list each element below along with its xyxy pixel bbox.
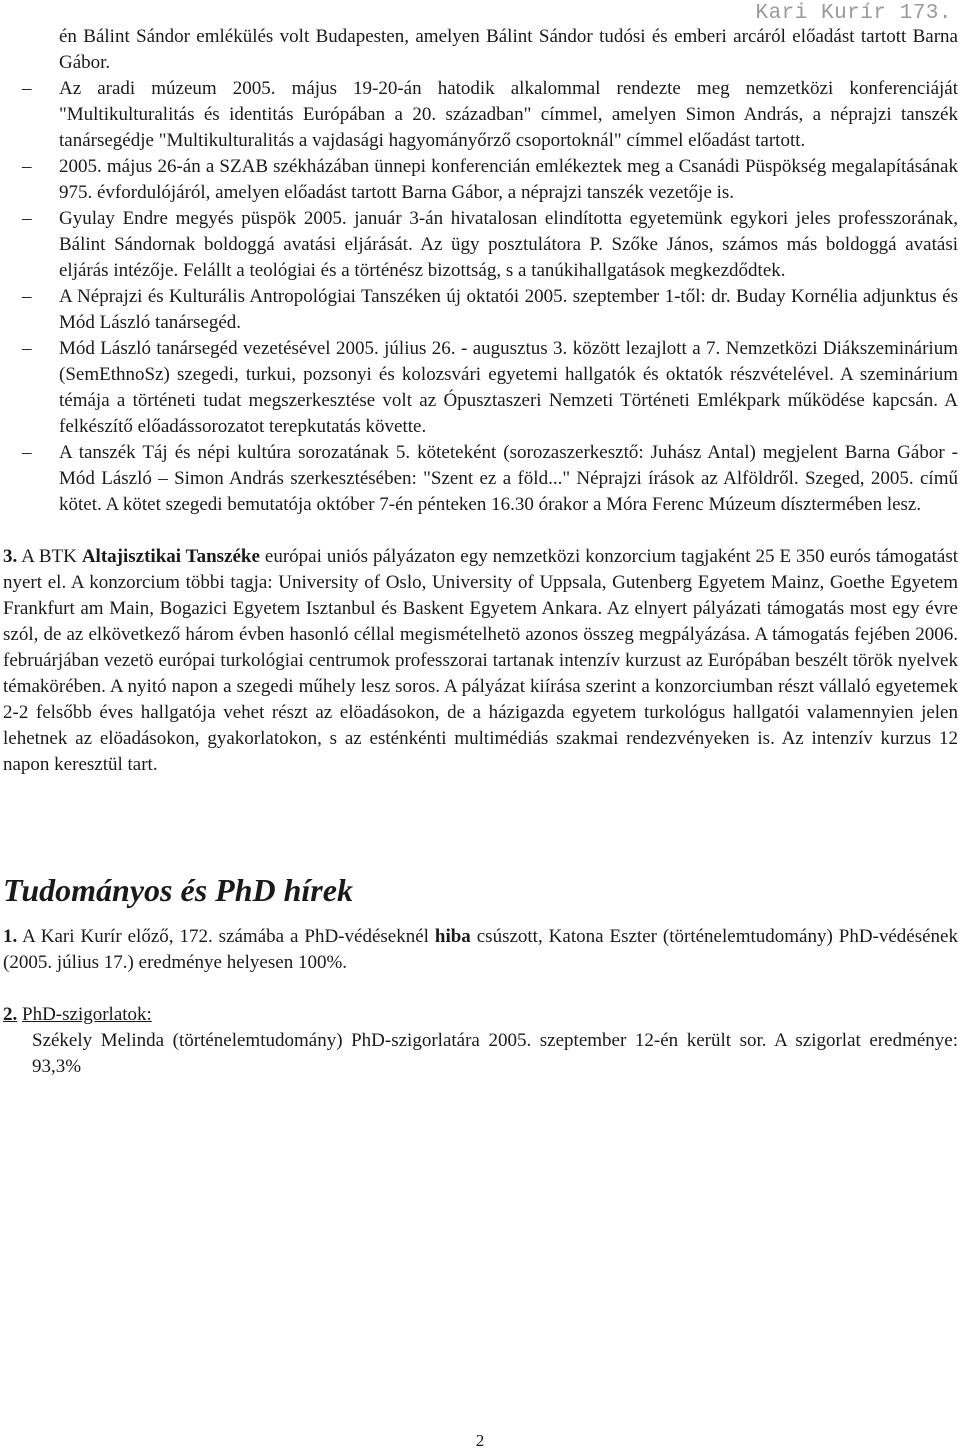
dash-marker: – (22, 442, 32, 463)
dash-marker: – (22, 208, 32, 229)
dash-marker: – (22, 78, 32, 99)
bullet-boldogga-avatas (0, 206, 958, 284)
bullet-text: Az aradi múzeum 2005. május 19-20-án hatodik alkalommal rendezte meg nemzetközi konferenciáját "Multikulturalitás és identitás Európában a 20. században" címmel, amelyen Simon András, a néprajzi tanszék tanársegédje "Multikulturalitás a vajdasági hagyományőrző csoportoknál" címmel előadást tartott. (59, 78, 958, 151)
bullet-kotet-megjelenes (0, 440, 958, 518)
bullet-text: 2005. május 26-án a SZAB székházában ünnepi konferencián emlékeztek meg a Csanádi Püspökség megalapításának 975. évfordulójáról, amelyen előadást tartott Barna Gábor, a néprajzi tanszék vezetője is. (59, 156, 958, 203)
item-number: 2. (3, 1004, 18, 1025)
spacer (0, 518, 958, 544)
item-text-pre: A Kari Kurír előző, 172. számába a PhD-védéseknél (22, 926, 429, 947)
phd-szigorlatok-title: PhD-szigorlatok: (22, 1004, 152, 1025)
phd-item-2-text: Székely Melinda (történelemtudomány) PhD-szigorlatára 2005. szeptember 12-én került sor. A szigorlat eredménye: 93,3% (32, 1030, 958, 1077)
item-number: 1. (3, 926, 18, 947)
bullet-diakszeminarium (0, 336, 958, 440)
item-3-altajisztika (0, 544, 958, 778)
item-text-pre: A BTK (21, 546, 77, 567)
intro-fragment: én Bálint Sándor emlékülés volt Budapesten, amelyen Bálint Sándor tudósi és emberi arcáról előadást tartott Barna Gábor. (59, 26, 958, 73)
page-number: 2 (475, 1431, 485, 1450)
item-bold-text: Altajisztikai Tanszéke (81, 546, 260, 567)
bullet-text: A Néprajzi és Kulturális Antropológiai Tanszéken új oktatói 2005. szeptember 1-től: dr. Buday Kornélia adjunktus és Mód László tanársegéd. (59, 286, 958, 333)
spacer (0, 778, 958, 870)
dash-marker: – (22, 156, 32, 177)
item-bold-text: hiba (434, 926, 471, 947)
bullet-text: A tanszék Táj és népi kultúra sorozatának 5. köteteként (sorozaszerkesztő: Juhász Antal) megjelent Barna Gábor - Mód László – Simon András szerkesztésében: "Szent ez a föld..." Néprajzi írások az Alföldről. Szeged, 2005. című kötet. A kötet szegedi bemutatója október 7-én pénteken 16.30 órakor a Móra Ferenc Múzeum dísztermében lesz. (59, 442, 958, 515)
running-header: Kari Kurír 173. (755, 2, 952, 25)
dash-marker: – (22, 338, 32, 359)
phd-item-1 (0, 924, 958, 976)
bullet-text: Gyulay Endre megyés püspök 2005. január 3-án hivatalosan elindította egyetemünk egykori jeles professzorának, Bálint Sándornak boldoggá avatási eljárását. Az ügy posztulátora P. Szőke János, számos más boldoggá avatási eljárás intézője. Felállt a teológiai és a történész bizottság, s a tanúkihallgatások megkezdődtek. (59, 208, 958, 281)
page-content (0, 24, 958, 1080)
bullet-uj-oktatok (0, 284, 958, 336)
dash-marker: – (22, 286, 32, 307)
item-text-post: európai uniós pályázaton egy nemzetközi konzorcium tagjaként 25 E 350 eurós támogatást nyert el. A konzorcium többi tagja: University of Oslo, University of Uppsala, Gutenberg Egyetem Mainz, Goethe Egyetem Frankfurt am Main, Bogazici Egyetem Isztanbul és Baskent Egyetem Ankara. Az elnyert pályázati támogatás most egy évre szól, de az elkövetkező három évben hasonló céllal megismételhetö azonos összeg megpályázása. A támogatás fejében 2006. februárjában vezetö európai turkológiai centrumok professzorai tartanak intenzív kurzust az Európában beszélt török nyelvek témakörében. A nyitó napon a szegedi műhely lesz soros. A pályázat kiírása szerint a konzorciumban részt vállaló egyetemek 2-2 felsőbb éves hallgatója vehet részt az elöadásokon, de a házigazda egyetem turkológus hallgatói valamennyien jelen lehetnek az elöadásokon, gyakorlatokon, s az esténkénti multimédiás szakmai rendezvényeken is. Az intenzív kurzus 12 napon keresztül tart. (3, 546, 959, 775)
bullet-aradi-muzeum (0, 76, 958, 154)
bullet-szab-konferencia (0, 154, 958, 206)
item-number: 3. (3, 546, 18, 567)
bullet-text: Mód László tanársegéd vezetésével 2005. július 26. - augusztus 3. között lezajlott a 7. Nemzetközi Diákszeminárium (SemEthnoSz) szegedi, turkui, pozsonyi és kolozsvári egyetemi hallgatók és oktatók részvételével. A szeminárium témája a történeti tudat megszerkesztése volt az Ópusztaszeri Nemzeti Történeti Emlékpark működése kapcsán. A felkészítő előadássorozatot terepkutatás követte. (59, 338, 958, 437)
item-text-post: csúszott, Katona Eszter (történelemtudomány) PhD-védésének (2005. július 17.) eredménye helyesen 100%. (3, 926, 958, 973)
phd-item-2-title (0, 1002, 958, 1028)
spacer (0, 976, 958, 1002)
section-heading: Tudományos és PhD hírek (3, 872, 353, 908)
